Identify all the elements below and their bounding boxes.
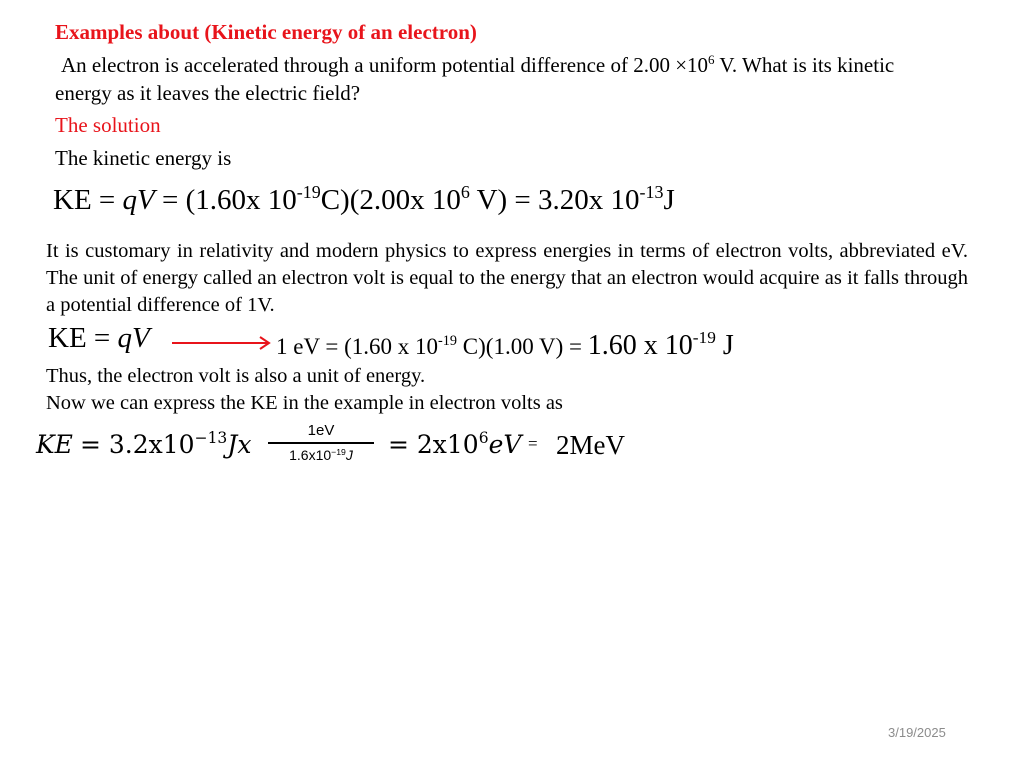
eq2-exp3: -19 [692, 328, 716, 348]
eq2-t2: C)(1.00 V) = [457, 334, 588, 359]
fraction-bar [268, 442, 374, 444]
solution-label: The solution [55, 113, 161, 137]
eq3-den-exp: −19 [331, 446, 346, 457]
ke-intro: The kinetic energy is [55, 146, 232, 170]
thus-line: Thus, the electron volt is also a unit of energy. [46, 365, 426, 387]
eq2-exp1: -19 [438, 333, 458, 350]
slide-heading: Examples about (Kinetic energy of an electron) [55, 20, 477, 44]
eq3-fraction [268, 422, 374, 463]
eq3-rhs: = 2x10 [388, 430, 479, 459]
eq3-lhs: = 3.2x10 [80, 430, 195, 459]
problem-statement-line1 [61, 53, 894, 78]
eq3-rhs-exp: 6 [478, 429, 489, 448]
eq1-t4: J [663, 184, 675, 216]
problem-statement-line2: energy as it leaves the electric field? [55, 81, 361, 105]
equation-ke-electron-volts [36, 422, 656, 478]
eq3-exp1: −13 [194, 429, 228, 448]
equation-electron-volt [276, 330, 734, 362]
eq3-den-a: 1.6x10 [289, 447, 332, 463]
eq1-lhs: KE = [53, 184, 123, 216]
eq2-lhs-text: KE = [48, 322, 118, 354]
eq3-ke: KE [36, 430, 73, 459]
eq3-ev: eV [488, 430, 522, 459]
equation-ke-joules [53, 181, 675, 217]
eq2-t3: 1.60 x 10 [587, 330, 693, 361]
now-line: Now we can express the KE in the example in electron volts as [46, 392, 563, 414]
eq1-exp3: -13 [639, 181, 664, 202]
eq2-qv: qV [117, 322, 150, 354]
eq1-exp2: 6 [460, 181, 470, 202]
eq2-lhs [48, 322, 150, 355]
eq3-numerator: 1eV [307, 422, 335, 439]
eq1-exp1: -19 [296, 181, 321, 202]
slide-date: 3/19/2025 [888, 725, 946, 740]
eq2-t1: 1 eV = (1.60 x 10 [276, 334, 439, 359]
eq3-jx: Jx [227, 430, 252, 459]
eq2-t4: J [715, 330, 734, 361]
electron-volt-paragraph: It is customary in relativity and modern physics to express energies in terms of electron volts, abbreviated eV. The unit of energy called an electron volt is equal to the energy that an electron would acquire as it falls through a potential difference of 1V. [46, 240, 968, 316]
eq1-t1: = (1.60x 10 [154, 184, 297, 216]
problem-text-b: V. What is its kinetic [714, 53, 895, 77]
right-arrow-icon [172, 336, 272, 350]
eq1-t3: V) = 3.20x 10 [469, 184, 640, 216]
eq3-result: 2MeV [556, 430, 625, 460]
problem-exponent: 6 [708, 51, 715, 67]
eq3-den-j: J [345, 447, 353, 463]
eq3-equals: = [528, 434, 538, 453]
problem-text-a: An electron is accelerated through a uniform potential difference of 2.00 ×10 [61, 53, 709, 77]
eq1-t2: C)(2.00x 10 [320, 184, 461, 216]
eq1-qv: qV [122, 184, 155, 216]
